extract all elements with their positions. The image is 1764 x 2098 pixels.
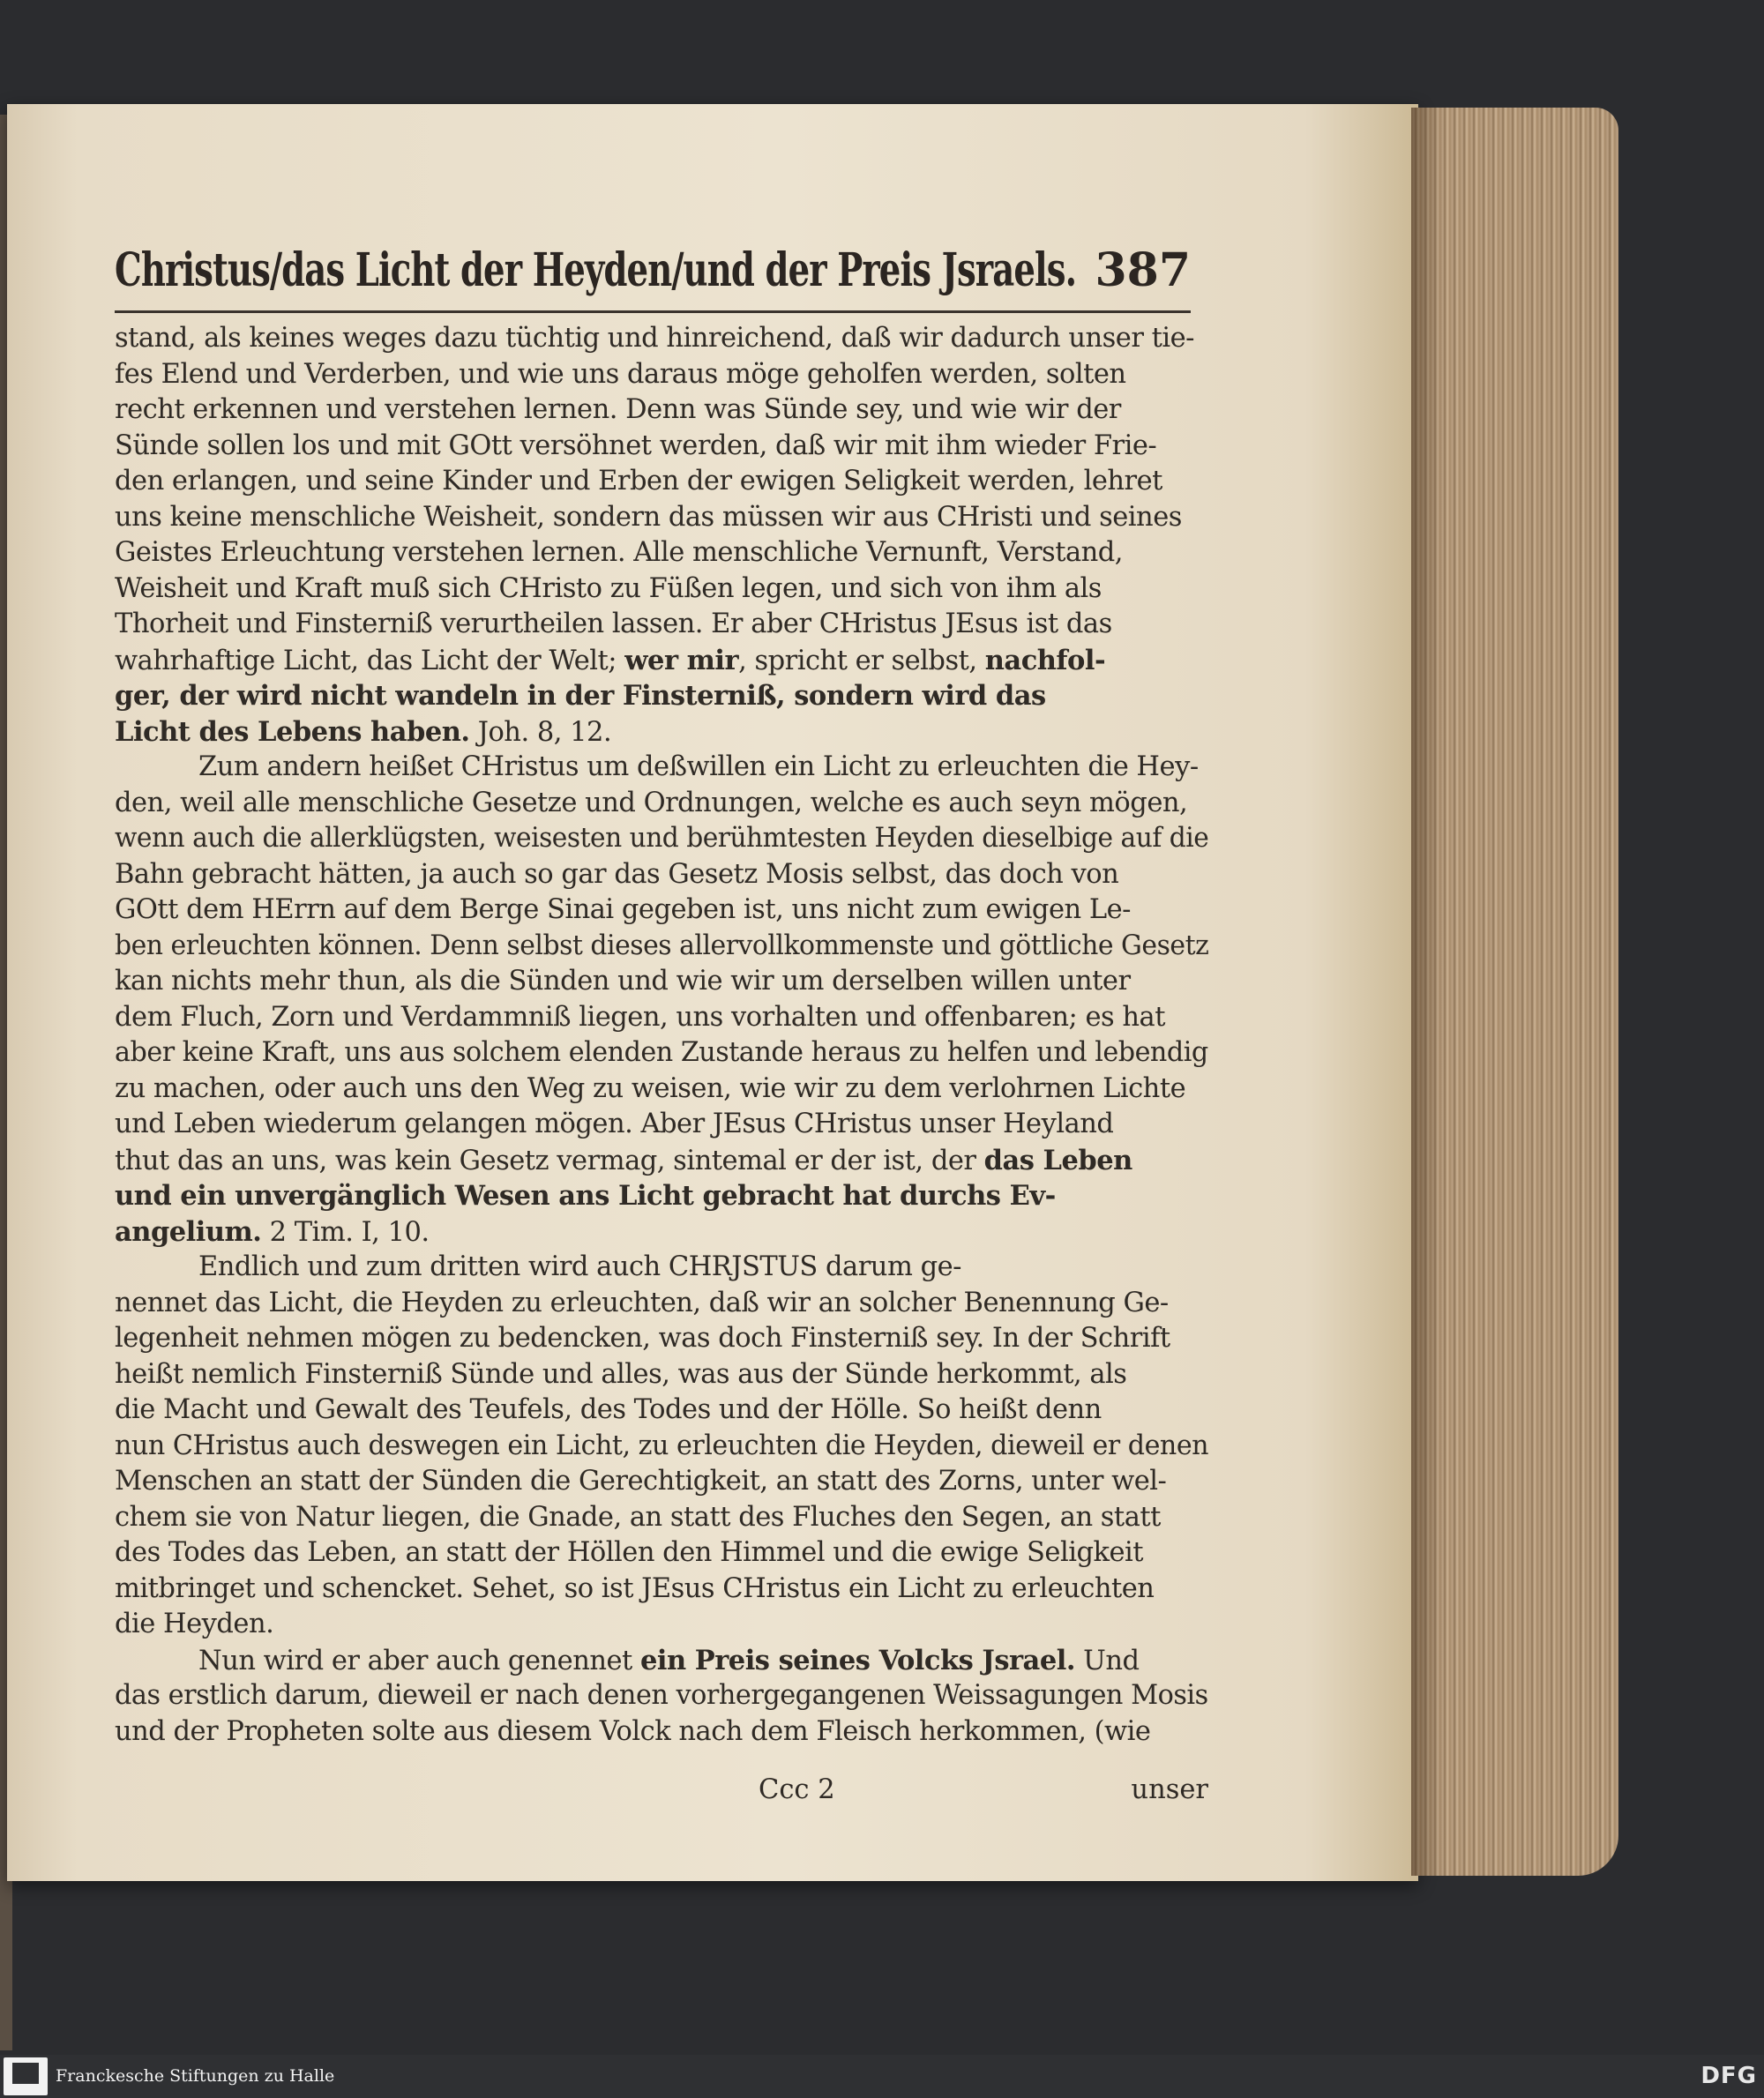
text-segment: Bahn gebracht hätten, ja auch so gar das Gesetz Mosis selbst, das doch von xyxy=(115,858,1119,890)
text-segment: wahrhaftige Licht, das Licht der Welt; xyxy=(115,645,625,676)
bold-text-segment: ger, der wird nicht wandeln in der Finsterniß, sondern wird das xyxy=(115,680,1046,712)
text-line xyxy=(115,643,1208,679)
text-line xyxy=(115,1000,1208,1036)
text-segment: den, weil alle menschliche Gesetze und Ordnungen, welche es auch seyn mögen, xyxy=(115,787,1188,818)
text-line xyxy=(115,786,1208,822)
text-segment: nennet das Licht, die Heyden zu erleuchten, daß wir an solcher Benennung Ge- xyxy=(115,1287,1169,1318)
text-segment: Nun wird er aber auch genennet xyxy=(198,1645,640,1676)
text-line xyxy=(115,535,1208,571)
text-line xyxy=(115,1178,1208,1214)
text-line xyxy=(115,1286,1208,1322)
text-line xyxy=(115,429,1208,465)
text-line xyxy=(115,1321,1208,1357)
catchword: unser xyxy=(1131,1774,1208,1805)
text-line xyxy=(115,857,1208,893)
body-text xyxy=(115,321,1208,1750)
text-line xyxy=(115,1071,1208,1108)
text-segment: , spricht er selbst, xyxy=(738,645,985,676)
text-segment: und der Propheten solte aus diesem Volck nach dem Fleisch herkommen, (wie xyxy=(115,1715,1151,1747)
bold-text-segment: nachfol- xyxy=(984,644,1106,676)
text-line xyxy=(115,1678,1208,1714)
text-segment: heißt nemlich Finsterniß Sünde und alles, was aus der Sünde herkommt, als xyxy=(115,1358,1127,1390)
text-line xyxy=(115,500,1208,536)
text-segment: Weisheit und Kraft muß sich CHristo zu Füßen legen, und sich von ihm als xyxy=(115,572,1102,604)
dfg-logo: DFG xyxy=(1700,2063,1757,2089)
text-line xyxy=(115,571,1208,608)
text-line xyxy=(115,929,1209,965)
archive-name: Franckesche Stiftungen zu Halle xyxy=(56,2066,335,2086)
text-line xyxy=(115,714,1208,750)
text-segment: thut das an uns, was kein Gesetz vermag, sintemal er der ist, der xyxy=(115,1145,984,1176)
text-segment: Geistes Erleuchtung verstehen lernen. Alle menschliche Vernunft, Verstand, xyxy=(115,537,1123,568)
text-line xyxy=(115,1392,1208,1429)
text-segment: fes Elend und Verderben, und wie uns daraus möge geholfen werden, solten xyxy=(115,358,1126,390)
text-line xyxy=(115,1250,1208,1286)
text-segment: die Heyden. xyxy=(115,1609,274,1639)
text-line xyxy=(115,1714,1208,1751)
text-line xyxy=(115,1357,1208,1393)
header-rule xyxy=(115,310,1191,313)
text-segment: Endlich und zum dritten wird auch CHRJSTUS darum ge- xyxy=(198,1251,961,1282)
running-title: Christus/das Licht der Heyden/und der Preis Jsraels. xyxy=(115,243,1077,297)
text-segment: kan nichts mehr thun, als die Sünden und wie wir um derselben willen unter xyxy=(115,966,1131,997)
text-line xyxy=(115,1535,1208,1572)
text-line xyxy=(115,1107,1208,1143)
text-segment: den erlangen, und seine Kinder und Erben der ewigen Seligkeit werden, lehret xyxy=(115,466,1162,497)
text-line xyxy=(115,821,1209,857)
text-segment: das erstlich darum, dieweil er nach denen vorhergegangenen Weissagungen Mosis xyxy=(115,1680,1208,1711)
text-segment: 2 Tim. I, 10. xyxy=(261,1216,430,1248)
text-segment: recht erkennen und verstehen lernen. Denn was Sünde sey, und wie wir der xyxy=(115,394,1121,425)
text-line xyxy=(115,1035,1208,1071)
text-segment: Zum andern heißet CHristus um deßwillen ein Licht zu erleuchten die Hey- xyxy=(198,751,1199,782)
text-line xyxy=(115,321,1208,357)
text-segment: mitbringet und schencket. Sehet, so ist JEsus CHristus ein Licht zu erleuchten xyxy=(115,1572,1155,1604)
bold-text-segment: angelium. xyxy=(115,1215,262,1248)
signature-mark: Ccc 2 xyxy=(759,1774,835,1805)
text-line xyxy=(115,1572,1208,1608)
text-segment: Menschen an statt der Sünden die Gerechtigkeit, an statt des Zorns, unter wel- xyxy=(115,1466,1167,1497)
text-line xyxy=(115,1464,1208,1500)
text-line xyxy=(115,607,1208,643)
bold-text-segment: wer mir xyxy=(624,644,739,676)
text-line xyxy=(115,392,1208,429)
text-segment: nun CHristus auch deswegen ein Licht, zu erleuchten die Heyden, dieweil er denen xyxy=(115,1430,1209,1461)
page-number: 387 xyxy=(1095,243,1191,297)
page-edge-shadow xyxy=(1411,108,1443,1876)
text-segment: zu machen, oder auch uns den Weg zu weisen, wie wir zu dem verlohrnen Lichte xyxy=(115,1072,1186,1104)
text-segment: stand, als keines weges dazu tüchtig und hinreichend, daß wir dadurch unser tie- xyxy=(115,323,1194,354)
text-line xyxy=(115,892,1208,929)
bold-text-segment: das Leben xyxy=(983,1144,1132,1176)
text-segment: chem sie von Natur liegen, die Gnade, an statt des Fluches den Segen, an statt xyxy=(115,1501,1161,1533)
text-segment: GOtt dem HErrn auf dem Berge Sinai gegeben ist, uns nicht zum ewigen Le- xyxy=(115,894,1131,925)
page-footer xyxy=(115,1774,1208,1810)
text-line xyxy=(115,1143,1208,1179)
text-segment: Thorheit und Finsterniß verurtheilen lassen. Er aber CHristus JEsus ist das xyxy=(115,608,1112,639)
text-line xyxy=(115,1643,1208,1679)
text-line xyxy=(115,678,1208,714)
bold-text-segment: ein Preis seines Volcks Jsrael. xyxy=(640,1644,1075,1676)
archive-logo-icon xyxy=(4,2057,48,2095)
text-segment: die Macht und Gewalt des Teufels, des Todes und der Hölle. So heißt denn xyxy=(115,1394,1102,1425)
text-segment: legenheit nehmen mögen zu bedencken, was doch Finsterniß sey. In der Schrift xyxy=(115,1323,1170,1354)
text-line xyxy=(115,1607,1208,1643)
text-line xyxy=(115,464,1208,500)
text-segment: uns keine menschliche Weisheit, sondern das müssen wir aus CHristi und seines xyxy=(115,501,1182,533)
text-segment: aber keine Kraft, uns aus solchem elenden Zustande heraus zu helfen und lebendig xyxy=(115,1037,1208,1068)
page-header xyxy=(115,240,1191,310)
text-line xyxy=(115,1500,1208,1536)
text-line xyxy=(115,964,1208,1000)
text-segment: und Leben wiederum gelangen mögen. Aber JEsus CHristus unser Heyland xyxy=(115,1109,1114,1139)
text-segment: dem Fluch, Zorn und Verdammniß liegen, uns vorhalten und offenbaren; es hat xyxy=(115,1001,1165,1033)
text-segment: Sünde sollen los und mit GOtt versöhnet werden, daß wir mit ihm wieder Frie- xyxy=(115,429,1157,461)
text-line xyxy=(115,357,1208,393)
text-segment: ben erleuchten können. Denn selbst dieses allervollkommenste und göttliche Gesetz xyxy=(115,930,1209,961)
text-segment: des Todes das Leben, an statt der Höllen den Himmel und die ewige Seligkeit xyxy=(115,1537,1144,1568)
bold-text-segment: und ein unvergänglich Wesen ans Licht gebracht hat durchs Ev- xyxy=(115,1180,1056,1212)
text-segment: Und xyxy=(1074,1645,1140,1676)
text-line xyxy=(115,750,1208,786)
text-line xyxy=(115,1429,1209,1465)
text-segment: Joh. 8, 12. xyxy=(469,716,612,748)
bold-text-segment: Licht des Lebens haben. xyxy=(115,715,470,748)
text-line xyxy=(115,1214,1208,1251)
text-segment: wenn auch die allerklügsten, weisesten und berühmtesten Heyden dieselbige auf die xyxy=(115,823,1209,854)
